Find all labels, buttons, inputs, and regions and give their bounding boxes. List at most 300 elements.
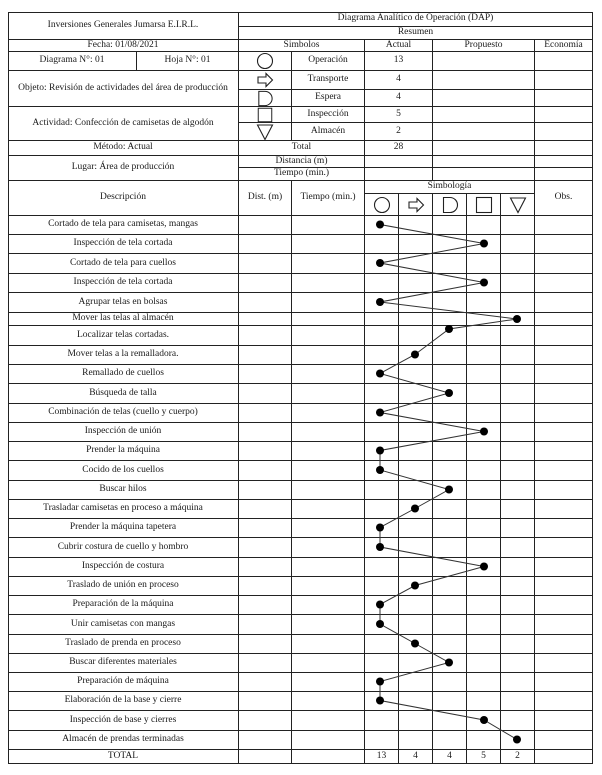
- row-symbol-cell: [398, 215, 432, 234]
- arrow-transport-icon: [406, 195, 426, 215]
- diagram-number: Diagrama N°: 01: [8, 51, 136, 70]
- row-symbol-cell: [432, 292, 466, 312]
- row-symbol-cell: [364, 691, 398, 710]
- row-symbol-cell: [432, 441, 466, 460]
- row-symbol-cell: [500, 480, 534, 499]
- row-symbol-cell: [364, 653, 398, 672]
- row-obs: [534, 345, 592, 364]
- summary-icon-cell: [238, 89, 291, 106]
- summary-savings: [534, 122, 592, 140]
- row-symbol-cell: [364, 672, 398, 691]
- row-symbol-cell: [466, 537, 500, 557]
- row-description: Elaboración de la base y cierre: [8, 691, 238, 710]
- row-symbol-cell: [398, 730, 432, 749]
- row-symbol-cell: [500, 273, 534, 292]
- row-symbol-cell: [398, 441, 432, 460]
- row-obs: [534, 480, 592, 499]
- total-time: [291, 749, 364, 763]
- row-time: [291, 422, 364, 441]
- row-symbol-cell: [398, 403, 432, 422]
- row-symbol-cell: [500, 672, 534, 691]
- row-time: [291, 383, 364, 403]
- row-time: [291, 403, 364, 422]
- row-obs: [534, 273, 592, 292]
- row-description: Inspección de costura: [8, 557, 238, 576]
- row-symbol-cell: [364, 537, 398, 557]
- total-symbol-count: 13: [364, 749, 398, 763]
- row-time: [291, 312, 364, 325]
- row-obs: [534, 499, 592, 518]
- row-obs: [534, 422, 592, 441]
- row-distance: [238, 730, 291, 749]
- row-time: [291, 253, 364, 273]
- row-obs: [534, 557, 592, 576]
- row-symbol-cell: [364, 441, 398, 460]
- summary-total-label: Total: [238, 140, 364, 155]
- row-symbol-cell: [364, 292, 398, 312]
- symbology-header-cell: [398, 193, 432, 215]
- row-symbol-cell: [398, 273, 432, 292]
- summary-distance-proposed: [432, 155, 534, 167]
- row-time: [291, 441, 364, 460]
- circle-operation-icon: [372, 195, 392, 215]
- row-symbol-cell: [364, 634, 398, 653]
- col-header-symbology: Simbología: [364, 180, 534, 193]
- row-distance: [238, 499, 291, 518]
- row-time: [291, 595, 364, 614]
- row-description: Preparación de la máquina: [8, 595, 238, 614]
- row-symbol-cell: [398, 614, 432, 634]
- row-description: Remallado de cuellos: [8, 364, 238, 383]
- summary-actual: 4: [364, 89, 432, 106]
- row-distance: [238, 312, 291, 325]
- row-distance: [238, 691, 291, 710]
- row-description: Traslado de prenda en proceso: [8, 634, 238, 653]
- row-obs: [534, 691, 592, 710]
- row-description: Mover telas a la remalladora.: [8, 345, 238, 364]
- row-symbol-cell: [364, 312, 398, 325]
- square-inspection-icon: [474, 195, 494, 215]
- row-symbol-cell: [500, 634, 534, 653]
- row-symbol-cell: [432, 730, 466, 749]
- row-distance: [238, 215, 291, 234]
- row-symbol-cell: [364, 499, 398, 518]
- row-symbol-cell: [466, 691, 500, 710]
- triangle-storage-icon: [508, 195, 528, 215]
- row-distance: [238, 614, 291, 634]
- summary-col-savings: Economía: [534, 39, 592, 51]
- summary-col-proposed: Propuesto: [432, 39, 534, 51]
- summary-time-actual: [364, 167, 432, 180]
- row-description: Trasladar camisetas en proceso a máquina: [8, 499, 238, 518]
- row-symbol-cell: [432, 403, 466, 422]
- row-distance: [238, 383, 291, 403]
- row-symbol-cell: [466, 576, 500, 595]
- row-symbol-cell: [364, 253, 398, 273]
- row-symbol-cell: [500, 710, 534, 730]
- row-description: Preparación de máquina: [8, 672, 238, 691]
- row-symbol-cell: [466, 234, 500, 253]
- row-description: Traslado de unión en proceso: [8, 576, 238, 595]
- summary-time-label: Tiempo (min.): [238, 167, 364, 180]
- summary-actual: 4: [364, 70, 432, 89]
- row-symbol-cell: [398, 653, 432, 672]
- row-symbol-cell: [466, 325, 500, 345]
- row-symbol-cell: [500, 325, 534, 345]
- row-symbol-cell: [398, 383, 432, 403]
- row-obs: [534, 460, 592, 480]
- row-symbol-cell: [398, 557, 432, 576]
- row-symbol-cell: [398, 345, 432, 364]
- d-shape-wait-icon: [255, 89, 275, 106]
- row-time: [291, 672, 364, 691]
- row-description: Mover las telas al almacén: [8, 312, 238, 325]
- row-obs: [534, 234, 592, 253]
- row-symbol-cell: [466, 653, 500, 672]
- row-distance: [238, 273, 291, 292]
- row-symbol-cell: [364, 518, 398, 537]
- row-symbol-cell: [466, 215, 500, 234]
- symbology-header-cell: [466, 193, 500, 215]
- row-obs: [534, 710, 592, 730]
- row-description: Prender la máquina tapetera: [8, 518, 238, 537]
- symbology-header-cell: [432, 193, 466, 215]
- row-symbol-cell: [432, 672, 466, 691]
- summary-proposed: [432, 89, 534, 106]
- square-inspection-icon: [255, 106, 275, 122]
- symbology-header-cell: [500, 193, 534, 215]
- col-header-distance: Dist. (m): [238, 180, 291, 215]
- row-symbol-cell: [364, 422, 398, 441]
- row-obs: [534, 537, 592, 557]
- row-symbol-cell: [432, 364, 466, 383]
- row-symbol-cell: [432, 595, 466, 614]
- row-symbol-cell: [466, 499, 500, 518]
- sheet-number: Hoja N°: 01: [136, 51, 238, 70]
- row-description: Inspección de unión: [8, 422, 238, 441]
- row-distance: [238, 325, 291, 345]
- total-obs: [534, 749, 592, 763]
- row-symbol-cell: [432, 634, 466, 653]
- row-distance: [238, 253, 291, 273]
- row-symbol-cell: [398, 422, 432, 441]
- row-distance: [238, 576, 291, 595]
- row-description: Prender la máquina: [8, 441, 238, 460]
- row-symbol-cell: [398, 595, 432, 614]
- row-obs: [534, 634, 592, 653]
- row-distance: [238, 441, 291, 460]
- row-symbol-cell: [466, 253, 500, 273]
- summary-time-savings: [534, 167, 592, 180]
- row-symbol-cell: [500, 403, 534, 422]
- row-symbol-cell: [364, 273, 398, 292]
- row-description: Buscar hilos: [8, 480, 238, 499]
- summary-actual: 2: [364, 122, 432, 140]
- row-symbol-cell: [432, 691, 466, 710]
- row-symbol-cell: [500, 345, 534, 364]
- row-symbol-cell: [432, 215, 466, 234]
- row-time: [291, 292, 364, 312]
- summary-proposed: [432, 122, 534, 140]
- row-symbol-cell: [364, 460, 398, 480]
- summary-label: Almacén: [291, 122, 364, 140]
- row-symbol-cell: [398, 312, 432, 325]
- row-symbol-cell: [500, 383, 534, 403]
- total-symbol-count: 4: [398, 749, 432, 763]
- row-symbol-cell: [500, 518, 534, 537]
- row-symbol-cell: [432, 518, 466, 537]
- row-distance: [238, 364, 291, 383]
- row-obs: [534, 325, 592, 345]
- row-symbol-cell: [364, 614, 398, 634]
- summary-total-actual: 28: [364, 140, 432, 155]
- row-symbol-cell: [432, 537, 466, 557]
- summary-proposed: [432, 70, 534, 89]
- arrow-transport-icon: [255, 70, 275, 89]
- row-time: [291, 480, 364, 499]
- summary-label: Operación: [291, 51, 364, 70]
- row-time: [291, 460, 364, 480]
- row-symbol-cell: [500, 730, 534, 749]
- row-symbol-cell: [432, 557, 466, 576]
- row-symbol-cell: [432, 499, 466, 518]
- row-description: Unir camisetas con mangas: [8, 614, 238, 634]
- row-symbol-cell: [500, 595, 534, 614]
- row-symbol-cell: [398, 518, 432, 537]
- row-time: [291, 653, 364, 672]
- row-symbol-cell: [500, 441, 534, 460]
- row-symbol-cell: [500, 557, 534, 576]
- summary-total-savings: [534, 140, 592, 155]
- row-time: [291, 691, 364, 710]
- row-symbol-cell: [398, 634, 432, 653]
- row-symbol-cell: [466, 422, 500, 441]
- summary-icon-cell: [238, 106, 291, 122]
- row-symbol-cell: [398, 537, 432, 557]
- row-symbol-cell: [364, 345, 398, 364]
- row-distance: [238, 557, 291, 576]
- row-time: [291, 325, 364, 345]
- total-symbol-count: 5: [466, 749, 500, 763]
- row-symbol-cell: [364, 730, 398, 749]
- row-symbol-cell: [364, 383, 398, 403]
- row-obs: [534, 253, 592, 273]
- row-obs: [534, 730, 592, 749]
- row-time: [291, 234, 364, 253]
- row-description: Inspección de base y cierres: [8, 710, 238, 730]
- row-symbol-cell: [466, 273, 500, 292]
- row-symbol-cell: [500, 691, 534, 710]
- row-symbol-cell: [466, 441, 500, 460]
- circle-operation-icon: [255, 51, 275, 70]
- total-symbol-count: 2: [500, 749, 534, 763]
- row-symbol-cell: [466, 480, 500, 499]
- summary-col-actual: Actual: [364, 39, 432, 51]
- row-symbol-cell: [398, 480, 432, 499]
- row-description: Agrupar telas en bolsas: [8, 292, 238, 312]
- row-symbol-cell: [432, 312, 466, 325]
- row-symbol-cell: [500, 234, 534, 253]
- row-obs: [534, 441, 592, 460]
- row-time: [291, 215, 364, 234]
- row-symbol-cell: [466, 557, 500, 576]
- row-symbol-cell: [432, 614, 466, 634]
- row-time: [291, 273, 364, 292]
- row-time: [291, 364, 364, 383]
- date-field: Fecha: 01/08/2021: [8, 39, 238, 51]
- row-obs: [534, 215, 592, 234]
- row-distance: [238, 460, 291, 480]
- row-description: Localizar telas cortadas.: [8, 325, 238, 345]
- total-symbol-count: 4: [432, 749, 466, 763]
- row-obs: [534, 383, 592, 403]
- summary-distance-label: Distancia (m): [238, 155, 364, 167]
- row-distance: [238, 518, 291, 537]
- row-symbol-cell: [432, 325, 466, 345]
- row-time: [291, 537, 364, 557]
- place-field: Lugar: Área de producción: [8, 155, 238, 180]
- row-symbol-cell: [432, 653, 466, 672]
- row-description: Cortado de tela para cuellos: [8, 253, 238, 273]
- company-name: Inversiones Generales Jumarsa E.I.R.L.: [47, 19, 199, 30]
- summary-time-proposed: [432, 167, 534, 180]
- row-distance: [238, 234, 291, 253]
- col-header-time: Tiempo (min.): [291, 180, 364, 215]
- row-symbol-cell: [466, 518, 500, 537]
- row-time: [291, 499, 364, 518]
- row-distance: [238, 653, 291, 672]
- row-symbol-cell: [432, 422, 466, 441]
- summary-label: Transporte: [291, 70, 364, 89]
- row-symbol-cell: [466, 710, 500, 730]
- row-distance: [238, 595, 291, 614]
- row-time: [291, 576, 364, 595]
- row-symbol-cell: [364, 480, 398, 499]
- row-obs: [534, 364, 592, 383]
- col-header-description: Descripción: [8, 180, 238, 215]
- row-description: Cocido de los cuellos: [8, 460, 238, 480]
- total-label: TOTAL: [8, 749, 238, 763]
- row-symbol-cell: [364, 215, 398, 234]
- row-symbol-cell: [432, 253, 466, 273]
- row-description: Almacén de prendas terminadas: [8, 730, 238, 749]
- row-symbol-cell: [432, 383, 466, 403]
- row-symbol-cell: [364, 325, 398, 345]
- summary-proposed: [432, 106, 534, 122]
- row-distance: [238, 710, 291, 730]
- row-symbol-cell: [432, 345, 466, 364]
- row-obs: [534, 518, 592, 537]
- row-symbol-cell: [500, 499, 534, 518]
- row-time: [291, 710, 364, 730]
- row-time: [291, 614, 364, 634]
- row-symbol-cell: [466, 595, 500, 614]
- object-field: Objeto: Revisión de actividades del área de producción: [8, 70, 238, 106]
- row-symbol-cell: [500, 215, 534, 234]
- row-symbol-cell: [500, 537, 534, 557]
- row-time: [291, 730, 364, 749]
- summary-savings: [534, 106, 592, 122]
- row-symbol-cell: [466, 345, 500, 364]
- row-time: [291, 345, 364, 364]
- col-header-obs: Obs.: [534, 180, 592, 215]
- summary-label: Inspección: [291, 106, 364, 122]
- row-symbol-cell: [364, 403, 398, 422]
- row-obs: [534, 672, 592, 691]
- row-description: Inspección de tela cortada: [8, 273, 238, 292]
- row-description: Buscar diferentes materiales: [8, 653, 238, 672]
- row-symbol-cell: [432, 234, 466, 253]
- row-distance: [238, 634, 291, 653]
- symbology-header-cell: [364, 193, 398, 215]
- row-symbol-cell: [364, 710, 398, 730]
- row-symbol-cell: [500, 364, 534, 383]
- summary-actual: 13: [364, 51, 432, 70]
- row-distance: [238, 345, 291, 364]
- row-symbol-cell: [432, 480, 466, 499]
- row-symbol-cell: [398, 499, 432, 518]
- row-symbol-cell: [432, 710, 466, 730]
- row-time: [291, 557, 364, 576]
- row-symbol-cell: [364, 364, 398, 383]
- row-symbol-cell: [500, 312, 534, 325]
- row-symbol-cell: [432, 576, 466, 595]
- row-symbol-cell: [466, 292, 500, 312]
- row-symbol-cell: [466, 460, 500, 480]
- row-distance: [238, 672, 291, 691]
- row-symbol-cell: [364, 576, 398, 595]
- row-symbol-cell: [364, 234, 398, 253]
- summary-distance-savings: [534, 155, 592, 167]
- row-obs: [534, 595, 592, 614]
- summary-icon-cell: [238, 70, 291, 89]
- row-symbol-cell: [432, 460, 466, 480]
- row-obs: [534, 614, 592, 634]
- row-symbol-cell: [466, 403, 500, 422]
- row-symbol-cell: [500, 614, 534, 634]
- row-symbol-cell: [466, 672, 500, 691]
- row-symbol-cell: [398, 234, 432, 253]
- row-symbol-cell: [466, 364, 500, 383]
- triangle-storage-icon: [255, 122, 275, 140]
- row-symbol-cell: [466, 730, 500, 749]
- row-description: Inspección de tela cortada: [8, 234, 238, 253]
- row-symbol-cell: [432, 273, 466, 292]
- row-obs: [534, 403, 592, 422]
- diagram-title: Diagrama Analítico de Operación (DAP): [238, 12, 592, 26]
- summary-label: Resumen: [238, 26, 592, 39]
- row-symbol-cell: [466, 614, 500, 634]
- row-symbol-cell: [398, 253, 432, 273]
- row-symbol-cell: [466, 634, 500, 653]
- row-time: [291, 518, 364, 537]
- row-symbol-cell: [398, 576, 432, 595]
- d-shape-wait-icon: [440, 195, 460, 215]
- row-symbol-cell: [364, 595, 398, 614]
- row-distance: [238, 292, 291, 312]
- summary-proposed: [432, 51, 534, 70]
- row-symbol-cell: [500, 422, 534, 441]
- row-symbol-cell: [466, 383, 500, 403]
- summary-savings: [534, 89, 592, 106]
- row-symbol-cell: [398, 325, 432, 345]
- summary-icon-cell: [238, 51, 291, 70]
- row-time: [291, 634, 364, 653]
- row-description: Combinación de telas (cuello y cuerpo): [8, 403, 238, 422]
- row-symbol-cell: [398, 364, 432, 383]
- row-symbol-cell: [398, 460, 432, 480]
- row-description: Búsqueda de talla: [8, 383, 238, 403]
